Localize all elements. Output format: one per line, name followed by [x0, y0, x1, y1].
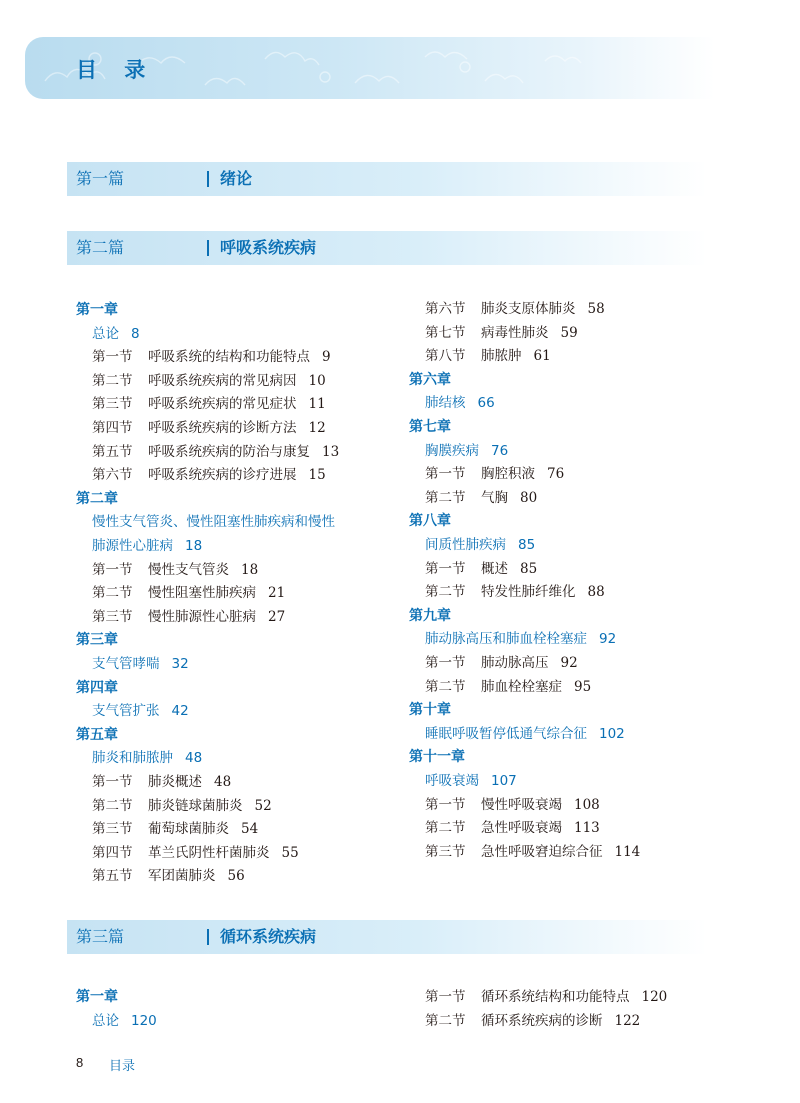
page-number: 18: [185, 538, 203, 554]
chapter-heading[interactable]: 第三章: [76, 632, 118, 649]
section-entry[interactable]: [92, 583, 285, 603]
section-entry[interactable]: [425, 346, 551, 366]
page-number: 107: [491, 773, 517, 789]
chapter-heading[interactable]: 第一章: [76, 989, 118, 1005]
page-number: 58: [587, 301, 605, 317]
chapter-title: 肺源性心脏病: [92, 538, 173, 554]
section-number: 第一节: [92, 349, 133, 366]
section-entry[interactable]: [425, 987, 667, 1007]
page-number: 54: [241, 821, 259, 838]
chapter-title: 肺动脉高压和肺血栓栓塞症: [425, 631, 587, 648]
page-number: 59: [560, 324, 578, 341]
chapter-title-entry[interactable]: [92, 701, 189, 721]
section-number: 第七节: [425, 324, 466, 341]
section-entry[interactable]: [425, 842, 640, 862]
chapter-heading[interactable]: 第十一章: [409, 749, 465, 766]
page-number: 85: [518, 537, 536, 553]
page-number: 120: [641, 989, 668, 1005]
part-number: 第三篇: [76, 927, 125, 946]
section-number: 第八节: [425, 348, 466, 365]
section-number: 第五节: [92, 868, 133, 885]
section-entry[interactable]: [92, 843, 299, 863]
section-title: 慢性肺源性心脏病: [148, 608, 256, 625]
section-title: 特发性肺纤维化: [481, 584, 576, 601]
chapter-heading[interactable]: 第六章: [409, 371, 451, 388]
section-number: 第一节: [92, 561, 133, 578]
section-title: 慢性阻塞性肺疾病: [148, 585, 256, 602]
page-number: 27: [268, 608, 286, 625]
chapter-title-entry[interactable]: [92, 536, 202, 556]
page-number: 48: [185, 750, 203, 767]
section-number: 第三节: [92, 608, 133, 625]
page-number: 61: [533, 348, 551, 365]
chapter-heading[interactable]: 第七章: [409, 419, 451, 435]
page-number: 48: [214, 774, 232, 790]
page-number: 95: [574, 678, 592, 695]
chapter-heading[interactable]: 第五章: [76, 726, 118, 743]
page-number: 21: [268, 585, 286, 602]
page-number: 11: [308, 396, 326, 413]
section-title: 呼吸系统疾病的诊疗进展: [148, 467, 297, 484]
section-entry[interactable]: [92, 560, 258, 580]
page-number: 8: [131, 325, 140, 342]
section-title: 慢性支气管炎: [148, 561, 229, 578]
page-title: 目 录: [76, 58, 156, 82]
page-number: 18: [241, 561, 259, 578]
section-number: 第四节: [92, 420, 133, 436]
section-title: 呼吸系统疾病的常见病因: [148, 372, 297, 389]
page-number: 108: [574, 796, 600, 813]
section-entry[interactable]: [425, 795, 600, 815]
section-number: 第二节: [92, 797, 133, 814]
chapter-title: 肺炎和肺脓肿: [92, 750, 173, 767]
section-number: 第一节: [425, 796, 466, 813]
page-number: 52: [254, 797, 272, 814]
chapter-heading[interactable]: 第十章: [409, 702, 451, 719]
section-number: 第二节: [92, 585, 133, 602]
section-number: 第三节: [92, 396, 133, 413]
chapter-heading[interactable]: 第一章: [76, 302, 118, 318]
page-number: 10: [308, 372, 326, 389]
section-number: 第一节: [425, 560, 466, 577]
section-entry[interactable]: [92, 796, 272, 816]
page-number: 88: [587, 584, 605, 601]
section-title: 呼吸系统疾病的常见症状: [148, 396, 297, 413]
section-title: 病毒性肺炎: [481, 324, 549, 341]
chapter-title-entry[interactable]: [425, 629, 616, 649]
section-entry[interactable]: [425, 1011, 640, 1031]
separator-icon: [207, 171, 209, 187]
section-number: 第二节: [425, 1012, 466, 1029]
section-number: 第三节: [425, 843, 466, 860]
section-entry[interactable]: [92, 866, 245, 886]
section-number: 第六节: [92, 467, 133, 484]
section-title: 革兰氏阴性杆菌肺炎: [148, 844, 270, 861]
section-entry[interactable]: [92, 465, 326, 485]
chapter-title-entry[interactable]: [92, 1011, 157, 1031]
section-entry[interactable]: [92, 418, 326, 438]
chapter-title-entry[interactable]: [425, 441, 508, 461]
section-entry[interactable]: [92, 607, 285, 627]
chapter-heading[interactable]: 第二章: [76, 490, 118, 507]
page-number: 102: [599, 725, 625, 742]
chapter-title: 胸膜疾病: [425, 442, 479, 459]
section-title: 循环系统结构和功能特点: [481, 989, 630, 1005]
section-entry[interactable]: [425, 464, 564, 484]
section-number: 第四节: [92, 844, 133, 861]
page-footer: [0, 1055, 800, 1075]
chapter-title: 间质性肺疾病: [425, 537, 506, 553]
section-title: 肺脓肿: [481, 348, 522, 365]
page-number: 42: [171, 703, 189, 720]
part-bar-3[interactable]: [67, 920, 707, 954]
chapter-title-entry[interactable]: [92, 324, 140, 344]
chapter-title: 支气管哮喘: [92, 656, 160, 672]
chapter-title-entry[interactable]: [425, 771, 517, 791]
section-title: 概述: [481, 560, 508, 577]
chapter-title-entry[interactable]: [92, 748, 202, 768]
section-entry[interactable]: [425, 488, 537, 508]
section-title: 肺炎链球菌肺炎: [148, 797, 243, 814]
section-number: 第三节: [92, 821, 133, 838]
section-title: 呼吸系统疾病的诊断方法: [148, 420, 297, 436]
chapter-heading[interactable]: 第四章: [76, 679, 118, 696]
section-number: 第一节: [425, 989, 466, 1005]
chapter-title: 肺结核: [425, 395, 466, 412]
section-number: 第二节: [92, 372, 133, 389]
section-entry[interactable]: [92, 819, 258, 839]
section-entry[interactable]: [425, 582, 605, 602]
separator-icon: [207, 929, 209, 945]
page-number: 32: [171, 656, 189, 672]
section-number: 第一节: [425, 655, 466, 671]
section-number: 第一节: [92, 774, 133, 790]
page-number: 76: [547, 466, 565, 483]
section-entry[interactable]: [425, 323, 578, 343]
section-number: 第二节: [425, 820, 466, 837]
part-title: 绪论: [220, 169, 253, 188]
section-title: 肺血栓栓塞症: [481, 678, 562, 695]
chapter-title: 总论: [92, 1012, 119, 1029]
page-number: 56: [227, 868, 245, 885]
footer-label: 目录: [109, 1059, 136, 1074]
section-title: 肺炎概述: [148, 774, 202, 790]
chapter-title-entry[interactable]: [92, 654, 189, 674]
title-banner: [25, 37, 715, 99]
page-number: 9: [322, 349, 331, 366]
separator-icon: [207, 240, 209, 256]
page-number: 122: [614, 1012, 641, 1029]
section-entry[interactable]: [92, 394, 326, 414]
part-title: 循环系统疾病: [220, 927, 317, 946]
page-number: 15: [308, 467, 326, 484]
page-number: 92: [599, 631, 617, 648]
section-number: 第五节: [92, 443, 133, 460]
page-number: 113: [574, 820, 600, 837]
page-number: 8: [76, 1055, 84, 1070]
section-title: 葡萄球菌肺炎: [148, 821, 229, 838]
section-title: 循环系统疾病的诊断: [481, 1012, 603, 1029]
chapter-title-entry[interactable]: [92, 512, 335, 532]
section-entry[interactable]: [425, 653, 578, 673]
page-number: 80: [520, 489, 538, 506]
section-title: 呼吸系统的结构和功能特点: [148, 349, 310, 366]
section-title: 军团菌肺炎: [148, 868, 216, 885]
part-number: 第二篇: [76, 238, 125, 257]
section-number: 第一节: [425, 466, 466, 483]
page-number: 120: [131, 1012, 157, 1029]
page-number: 76: [491, 442, 509, 459]
section-entry[interactable]: [425, 818, 600, 838]
page-number: 66: [477, 395, 495, 412]
section-entry[interactable]: [425, 299, 605, 319]
section-title: 慢性呼吸衰竭: [481, 796, 562, 813]
chapter-title-entry[interactable]: [425, 724, 625, 744]
page-number: 55: [281, 844, 299, 861]
section-entry[interactable]: [92, 772, 231, 792]
section-title: 肺动脉高压: [481, 655, 549, 671]
chapter-title-entry[interactable]: [425, 535, 535, 555]
chapter-title-entry[interactable]: [425, 393, 495, 413]
chapter-title: 睡眠呼吸暂停低通气综合征: [425, 725, 587, 742]
part-bar-2[interactable]: [67, 231, 707, 265]
page-number: 92: [560, 655, 578, 671]
section-title: 急性呼吸窘迫综合征: [481, 843, 603, 860]
section-title: 肺炎支原体肺炎: [481, 301, 576, 317]
section-number: 第六节: [425, 301, 466, 317]
part-number: 第一篇: [76, 169, 125, 188]
page-number: 12: [308, 420, 326, 436]
chapter-heading[interactable]: 第八章: [409, 513, 451, 530]
page-number: 85: [520, 560, 538, 577]
section-title: 急性呼吸衰竭: [481, 820, 562, 837]
section-number: 第二节: [425, 584, 466, 601]
section-title: 胸腔积液: [481, 466, 535, 483]
section-entry[interactable]: [425, 559, 537, 579]
part-bar-1[interactable]: [67, 162, 707, 196]
section-number: 第二节: [425, 678, 466, 695]
chapter-title: 支气管扩张: [92, 703, 160, 720]
page-number: 13: [322, 443, 340, 460]
chapter-heading[interactable]: 第九章: [409, 607, 451, 624]
section-number: 第二节: [425, 489, 466, 506]
section-entry[interactable]: [92, 371, 326, 391]
section-title: 呼吸系统疾病的防治与康复: [148, 443, 310, 460]
chapter-title: 总论: [92, 325, 119, 342]
chapter-title: 呼吸衰竭: [425, 773, 479, 789]
page-number: 114: [614, 843, 641, 860]
chapter-title: 慢性支气管炎、慢性阻塞性肺疾病和慢性: [92, 514, 335, 531]
section-entry[interactable]: [92, 347, 331, 367]
section-entry[interactable]: [425, 677, 591, 697]
section-title: 气胸: [481, 489, 508, 506]
part-title: 呼吸系统疾病: [220, 238, 317, 257]
section-entry[interactable]: [92, 442, 339, 462]
